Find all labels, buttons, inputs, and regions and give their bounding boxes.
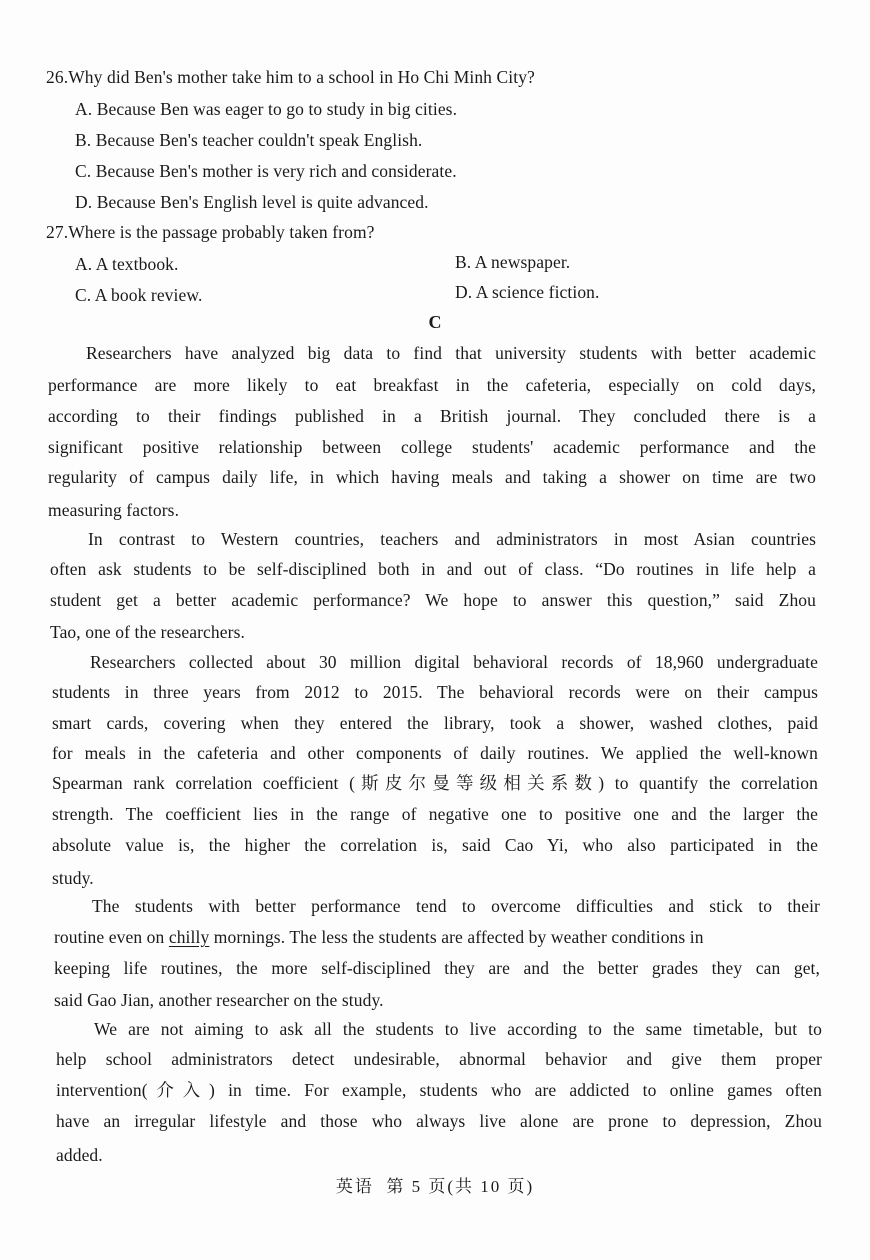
question-27-option-c xyxy=(75,284,202,306)
option-text: Because Ben's mother is very rich and considerate. xyxy=(95,161,457,181)
passage-line: for meals in the cafeteria and other components of daily routines. We applied the well-known xyxy=(52,743,818,763)
question-26-option-d xyxy=(75,191,429,213)
section-heading: C xyxy=(428,312,442,332)
option-text: A textbook. xyxy=(95,254,179,274)
question-27-option-b xyxy=(455,251,570,273)
passage-line: often ask students to be self-disciplined both in and out of class. “Do routines in life help a xyxy=(50,559,816,579)
option-label: B. xyxy=(75,130,92,150)
passage-line: absolute value is, the higher the correlation is, said Cao Yi, who also participated in the xyxy=(52,835,818,855)
passage-line: regularity of campus daily life, in which having meals and taking a shower on time are two xyxy=(48,467,816,487)
question-27-option-d xyxy=(455,281,600,303)
passage-text: routine even on xyxy=(54,927,169,947)
passage-line: said Gao Jian, another researcher on the study. xyxy=(54,990,384,1010)
passage-line: Spearman rank correlation coefficient (斯皮尔曼等级相关系数) to quantify the correlation xyxy=(52,773,818,793)
question-text: Where is the passage probably taken from? xyxy=(68,222,375,242)
question-26-option-c xyxy=(75,160,457,182)
passage-line: The students with better performance tend to overcome difficulties and stick to their xyxy=(92,896,820,916)
passage-line: student get a better academic performance? We hope to answer this question,” said Zhou xyxy=(50,590,816,610)
option-label: B. xyxy=(455,252,472,272)
option-text: Because Ben's English level is quite advanced. xyxy=(96,192,429,212)
question-27-option-a xyxy=(75,253,179,275)
passage-line: students in three years from 2012 to 2015. The behavioral records were on their campus xyxy=(52,682,818,702)
passage-line: intervention(介入) in time. For example, students who are addicted to online games often xyxy=(56,1080,822,1100)
passage-line: strength. The coefficient lies in the range of negative one to positive one and the larger the xyxy=(52,804,818,824)
question-number: 27. xyxy=(46,222,69,242)
passage-text: mornings. The less the students are affected by weather conditions in xyxy=(209,927,704,947)
question-26-option-a xyxy=(75,98,457,120)
option-text: A book review. xyxy=(94,285,203,305)
option-text: Because Ben was eager to go to study in big cities. xyxy=(96,99,458,119)
option-label: A. xyxy=(75,254,93,274)
underlined-word-chilly: chilly xyxy=(168,927,210,947)
passage-line: smart cards, covering when they entered the library, took a shower, washed clothes, paid xyxy=(52,713,818,733)
passage-line: according to their findings published in a British journal. They concluded there is a xyxy=(48,406,816,426)
passage-line: study. xyxy=(52,868,94,888)
question-27-stem xyxy=(46,221,375,243)
passage-line: Researchers have analyzed big data to find that university students with better academic xyxy=(86,343,816,363)
question-number: 26. xyxy=(46,67,69,87)
option-label: A. xyxy=(75,99,93,119)
passage-line: keeping life routines, the more self-disciplined they are and the better grades they can get, xyxy=(54,958,820,978)
passage-line: We are not aiming to ask all the students to live according to the same timetable, but to xyxy=(94,1019,822,1039)
question-26-stem xyxy=(46,66,535,88)
passage-line xyxy=(54,926,820,948)
passage-line: measuring factors. xyxy=(48,500,180,520)
passage-line: performance are more likely to eat breakfast in the cafeteria, especially on cold days, xyxy=(48,375,816,395)
option-label: D. xyxy=(75,192,93,212)
option-label: C. xyxy=(75,285,92,305)
passage-line: added. xyxy=(56,1145,103,1165)
option-label: C. xyxy=(75,161,92,181)
option-text: Because Ben's teacher couldn't speak English. xyxy=(95,130,423,150)
passage-line: help school administrators detect undesirable, abnormal behavior and give them proper xyxy=(56,1049,822,1069)
option-label: D. xyxy=(455,282,473,302)
option-text: A newspaper. xyxy=(474,252,571,272)
option-text: A science fiction. xyxy=(475,282,600,302)
question-text: Why did Ben's mother take him to a school in Ho Chi Minh City? xyxy=(68,67,535,87)
question-26-option-b xyxy=(75,129,422,151)
passage-line: have an irregular lifestyle and those who always live alone are prone to depression, Zhou xyxy=(56,1111,822,1131)
page-footer: 英语 第 5 页(共 10 页) xyxy=(335,1177,535,1196)
passage-line: Tao, one of the researchers. xyxy=(50,622,245,642)
passage-line: In contrast to Western countries, teachers and administrators in most Asian countries xyxy=(88,529,816,549)
passage-line: Researchers collected about 30 million digital behavioral records of 18,960 undergraduate xyxy=(90,652,818,672)
passage-line: significant positive relationship between college students' academic performance and the xyxy=(48,437,816,457)
